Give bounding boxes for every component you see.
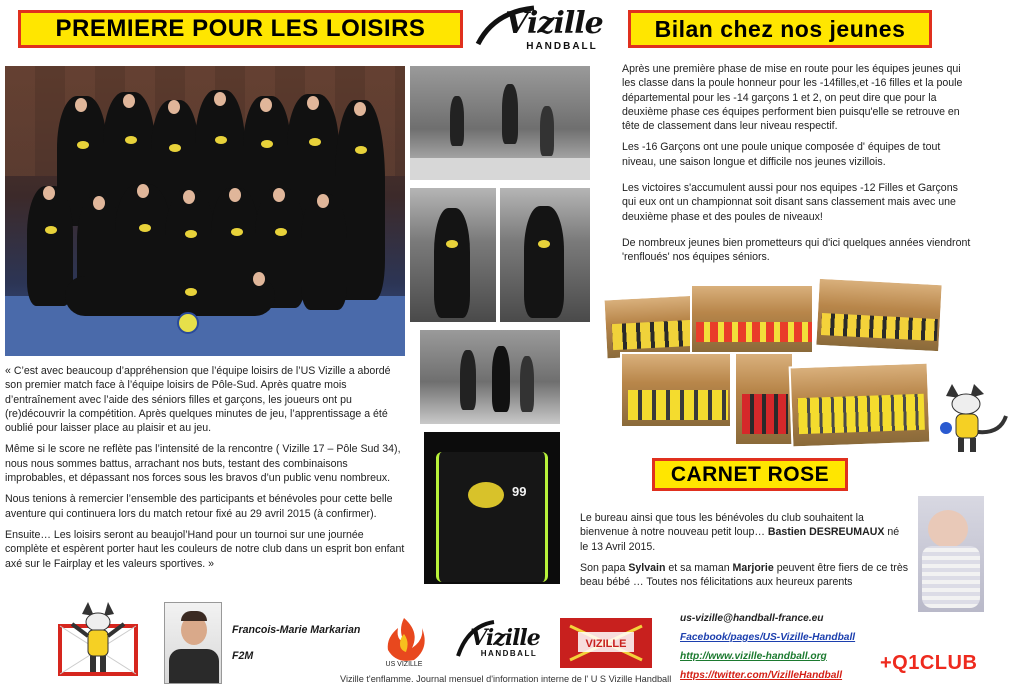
loisirs-article <box>5 364 407 578</box>
match-action-photo-2 <box>410 188 496 322</box>
carnet-p2-c: peuvent être fiers de ce très beau bébé … Toutes nos félicitations aux heureux parents <box>580 561 909 589</box>
match-action-photo-3 <box>500 188 590 322</box>
carnet-rose-heading: CARNET ROSE <box>652 458 848 491</box>
loisirs-paragraph-3: Nous tenions à remercier l’ensemble des participants et bénévoles pour cette belle aventure qui continuera lors du match retour fixé au 29 avril 2015 (à confirmer). <box>5 493 393 520</box>
facebook-link[interactable]: Facebook/pages/US-Vizille-Handball <box>680 632 856 643</box>
bilan-paragraph-1: Après une première phase de mise en route pour les équipes jeunes qui les classe dans la poule honneur pour les -14filles,et -16 filles et la poule départemental pour les -14 garçons 1 et 2, on peut dire que pour la deuxième phase ces équipes performent bien puisqu'elle se retrouve en tête de classement dans leur niveau respectif. <box>622 63 963 133</box>
carnet-p2-b: et sa maman <box>665 561 733 574</box>
bilan-paragraph-3: Les victoires s'accumulent aussi pour nos equipes -12 Filles et Garçons qui eux ont un championnat soit disant sans classement mais avec une deuxième phase et des poules de niveaux! <box>622 182 958 223</box>
loisirs-paragraph-4: Ensuite… Les loisirs seront au beaujol’Hand pour un tournoi sur une journée complète et espèrent porter haut les couleurs de notre club dans un esprit bon enfant axé sur le Fairplay et les valeurs sportives. » <box>5 528 405 570</box>
youth-team-photo-6 <box>789 362 932 449</box>
carnet-paragraph-2 <box>580 561 910 590</box>
match-action-photo-4 <box>420 330 560 424</box>
jersey-number: 99 <box>512 484 527 499</box>
carnet-p1-text: Le bureau ainsi que tous les bénévoles du club souhaitent la bienvenue à notre nouveau petit loup… <box>580 512 864 539</box>
bilan-paragraph-4: De nombreux jeunes bien prometteurs qui d'ici quelques années viendront 'renfloués' nos équipes séniors. <box>622 236 971 264</box>
author-role: F2M <box>232 650 254 662</box>
bilan-heading: Bilan chez nos jeunes <box>628 10 932 48</box>
logo-sub: HANDBALL <box>526 40 598 52</box>
twitter-link[interactable]: https://twitter.com/VizilleHandball <box>680 670 843 681</box>
author-photo <box>164 602 222 684</box>
youth-team-photo-1 <box>602 294 701 361</box>
logo-sub: HANDBALL <box>480 648 538 658</box>
footer-caption: Vizille t'enflamme. Journal mensuel d'information interne de l' U S Vizille Handball <box>340 674 672 684</box>
baby-name: Bastien DESREUMAUX <box>767 526 885 539</box>
vizille-handball-logo-footer <box>454 616 544 668</box>
website-link[interactable]: http://www.vizille-handball.org <box>680 651 827 662</box>
email-link[interactable]: us-vizille@handball-france.eu <box>680 613 824 624</box>
logo-script: Vizille <box>470 624 540 651</box>
jersey-photo <box>424 432 560 584</box>
father-name: Sylvain <box>628 561 666 574</box>
carnet-p1-date: né le 13 Avril 2015. <box>580 526 900 553</box>
loisirs-heading: PREMIERE POUR LES LOISIRS <box>18 10 463 48</box>
baby-photo <box>918 496 984 612</box>
q1club-badge: +Q1CLUB <box>880 652 978 674</box>
contact-links <box>680 609 855 685</box>
loisirs-paragraph-2: Même si le score ne reflète pas l’intensité de la rencontre ( Vizille 17 – Pôle Sud 34), nous nous sommes battus, arrachant nos buts, testant des combinaisons improbables, et dépassant nos forces sous les bravos d’un public venu nombreux. <box>5 443 401 485</box>
wolf-mascot-icon <box>930 380 1010 460</box>
youth-team-photo-3 <box>814 277 943 353</box>
bilan-paragraph-2: Les -16 Garçons ont une poule unique composée d' équipes de tout niveau, une saison longue et difficile nos jeunes vizillois. <box>622 141 941 168</box>
youth-team-photo-5 <box>734 352 794 446</box>
goalkeeper-mascot-icon <box>58 600 138 680</box>
us-vizille-flame-logo <box>376 614 432 668</box>
svg-text:VIZILLE: VIZILLE <box>585 638 627 650</box>
vizille-handball-logo <box>474 4 614 56</box>
svg-text:US VIZILLE: US VIZILLE <box>385 661 423 668</box>
carnet-p2-a: Son papa <box>580 561 629 574</box>
youth-team-photo-4 <box>620 352 732 428</box>
bilan-article <box>622 62 974 272</box>
loisirs-team-photo <box>5 66 405 356</box>
match-action-photo-1 <box>410 66 590 180</box>
carnet-rose-article <box>580 511 910 596</box>
loisirs-paragraph-1: « C’est avec beaucoup d’appréhension que l’équipe loisirs de l’US Vizille a abordé son premier match face à l’équipe loisirs de Pôle-Sud. Après quatre mois d’entraînement avec l’aide des séniors filles et garçons, les joueurs ont pu (re)découvrir la compétition. Après quelques minutes de jeu, l’apprentissage a été oublié pour laisser place au plaisir et au jeu. <box>5 365 391 435</box>
author-name: Francois-Marie Markarian <box>232 624 361 636</box>
youth-team-photo-2 <box>690 284 814 354</box>
vizille-red-banner-logo <box>560 618 652 668</box>
logo-script: Vizille <box>505 5 603 41</box>
mother-name: Marjorie <box>732 561 774 574</box>
carnet-paragraph-1 <box>580 511 910 554</box>
